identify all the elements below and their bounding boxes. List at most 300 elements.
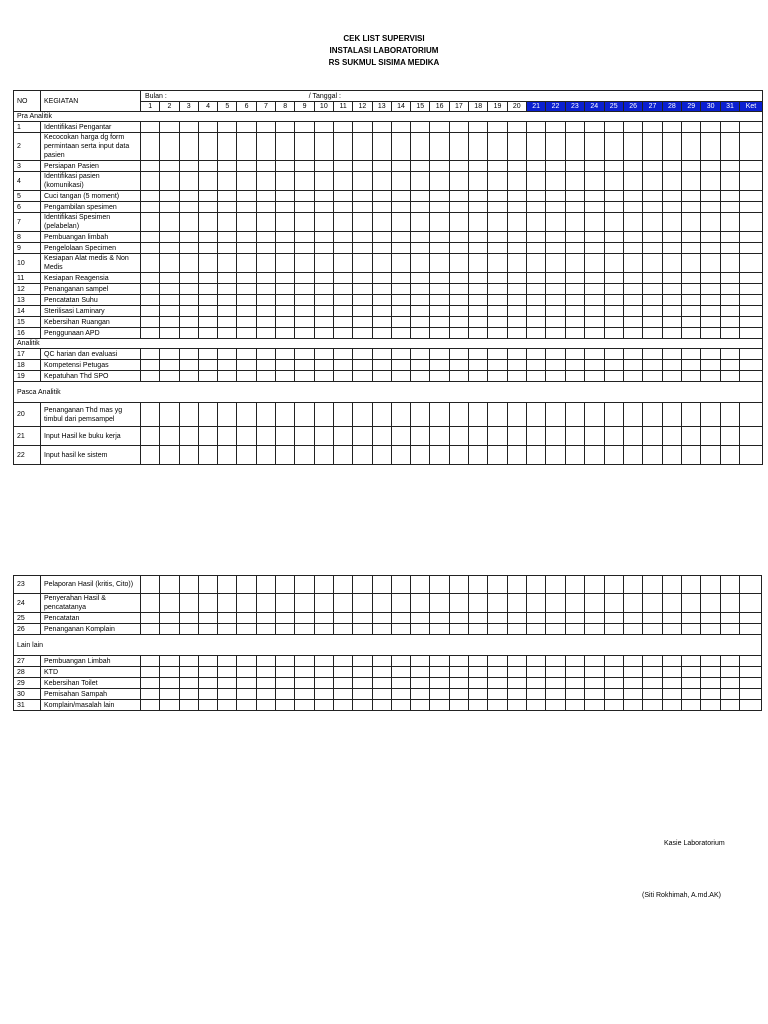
ket-cell[interactable]	[740, 122, 762, 133]
day-check-cell[interactable]	[488, 202, 507, 213]
day-check-cell[interactable]	[643, 202, 662, 213]
ket-cell[interactable]	[740, 349, 762, 360]
day-check-cell[interactable]	[720, 306, 739, 317]
day-check-cell[interactable]	[546, 427, 565, 446]
day-check-cell[interactable]	[391, 213, 410, 232]
day-check-cell[interactable]	[720, 427, 739, 446]
day-check-cell[interactable]	[141, 213, 160, 232]
day-check-cell[interactable]	[682, 243, 701, 254]
day-check-cell[interactable]	[218, 446, 237, 465]
day-check-cell[interactable]	[720, 191, 739, 202]
day-check-cell[interactable]	[353, 403, 372, 427]
day-check-cell[interactable]	[179, 427, 198, 446]
day-check-cell[interactable]	[198, 349, 217, 360]
day-check-cell[interactable]	[469, 328, 488, 339]
day-check-cell[interactable]	[179, 667, 198, 678]
day-check-cell[interactable]	[391, 273, 410, 284]
day-check-cell[interactable]	[430, 624, 449, 635]
day-check-cell[interactable]	[198, 594, 217, 613]
day-check-cell[interactable]	[585, 232, 604, 243]
day-check-cell[interactable]	[585, 284, 604, 295]
day-check-cell[interactable]	[604, 360, 623, 371]
day-check-cell[interactable]	[160, 371, 179, 382]
day-check-cell[interactable]	[604, 678, 623, 689]
day-check-cell[interactable]	[469, 576, 488, 594]
day-check-cell[interactable]	[391, 317, 410, 328]
day-check-cell[interactable]	[682, 594, 701, 613]
day-check-cell[interactable]	[237, 254, 256, 273]
day-check-cell[interactable]	[218, 624, 237, 635]
day-check-cell[interactable]	[160, 306, 179, 317]
ket-cell[interactable]	[740, 667, 762, 678]
day-check-cell[interactable]	[411, 295, 430, 306]
day-check-cell[interactable]	[237, 328, 256, 339]
day-check-cell[interactable]	[701, 594, 720, 613]
day-check-cell[interactable]	[546, 232, 565, 243]
day-check-cell[interactable]	[488, 232, 507, 243]
day-check-cell[interactable]	[643, 360, 662, 371]
day-check-cell[interactable]	[333, 689, 352, 700]
day-check-cell[interactable]	[198, 427, 217, 446]
day-check-cell[interactable]	[507, 122, 526, 133]
ket-cell[interactable]	[740, 161, 762, 172]
day-check-cell[interactable]	[372, 689, 391, 700]
day-check-cell[interactable]	[295, 202, 314, 213]
day-check-cell[interactable]	[682, 328, 701, 339]
day-check-cell[interactable]	[604, 254, 623, 273]
day-check-cell[interactable]	[411, 689, 430, 700]
day-check-cell[interactable]	[333, 371, 352, 382]
day-check-cell[interactable]	[662, 133, 681, 161]
day-check-cell[interactable]	[353, 349, 372, 360]
day-check-cell[interactable]	[623, 191, 642, 202]
day-check-cell[interactable]	[353, 613, 372, 624]
day-check-cell[interactable]	[565, 427, 584, 446]
day-check-cell[interactable]	[546, 594, 565, 613]
day-check-cell[interactable]	[526, 689, 545, 700]
day-check-cell[interactable]	[604, 576, 623, 594]
day-check-cell[interactable]	[662, 427, 681, 446]
day-check-cell[interactable]	[565, 656, 584, 667]
day-check-cell[interactable]	[449, 371, 468, 382]
day-check-cell[interactable]	[391, 700, 410, 711]
day-check-cell[interactable]	[682, 427, 701, 446]
day-check-cell[interactable]	[372, 306, 391, 317]
day-check-cell[interactable]	[662, 349, 681, 360]
ket-cell[interactable]	[740, 232, 762, 243]
day-check-cell[interactable]	[449, 284, 468, 295]
day-check-cell[interactable]	[526, 427, 545, 446]
day-check-cell[interactable]	[353, 122, 372, 133]
day-check-cell[interactable]	[237, 689, 256, 700]
day-check-cell[interactable]	[507, 161, 526, 172]
day-check-cell[interactable]	[507, 624, 526, 635]
day-check-cell[interactable]	[372, 273, 391, 284]
day-check-cell[interactable]	[276, 360, 295, 371]
day-check-cell[interactable]	[256, 427, 275, 446]
day-check-cell[interactable]	[643, 133, 662, 161]
day-check-cell[interactable]	[333, 576, 352, 594]
day-check-cell[interactable]	[141, 254, 160, 273]
day-check-cell[interactable]	[643, 122, 662, 133]
day-check-cell[interactable]	[179, 403, 198, 427]
day-check-cell[interactable]	[720, 172, 739, 191]
day-check-cell[interactable]	[662, 122, 681, 133]
day-check-cell[interactable]	[198, 624, 217, 635]
day-check-cell[interactable]	[198, 678, 217, 689]
day-check-cell[interactable]	[218, 328, 237, 339]
day-check-cell[interactable]	[662, 232, 681, 243]
day-check-cell[interactable]	[179, 678, 198, 689]
day-check-cell[interactable]	[160, 613, 179, 624]
day-check-cell[interactable]	[411, 656, 430, 667]
day-check-cell[interactable]	[662, 656, 681, 667]
day-check-cell[interactable]	[720, 700, 739, 711]
day-check-cell[interactable]	[372, 613, 391, 624]
day-check-cell[interactable]	[353, 576, 372, 594]
day-check-cell[interactable]	[701, 624, 720, 635]
day-check-cell[interactable]	[411, 700, 430, 711]
day-check-cell[interactable]	[604, 273, 623, 284]
day-check-cell[interactable]	[507, 191, 526, 202]
day-check-cell[interactable]	[546, 306, 565, 317]
day-check-cell[interactable]	[333, 446, 352, 465]
day-check-cell[interactable]	[353, 317, 372, 328]
day-check-cell[interactable]	[160, 122, 179, 133]
day-check-cell[interactable]	[179, 576, 198, 594]
day-check-cell[interactable]	[604, 122, 623, 133]
day-check-cell[interactable]	[237, 213, 256, 232]
day-check-cell[interactable]	[565, 700, 584, 711]
day-check-cell[interactable]	[160, 360, 179, 371]
day-check-cell[interactable]	[604, 667, 623, 678]
day-check-cell[interactable]	[623, 161, 642, 172]
day-check-cell[interactable]	[256, 133, 275, 161]
day-check-cell[interactable]	[682, 284, 701, 295]
day-check-cell[interactable]	[391, 656, 410, 667]
day-check-cell[interactable]	[411, 161, 430, 172]
day-check-cell[interactable]	[488, 284, 507, 295]
day-check-cell[interactable]	[720, 678, 739, 689]
day-check-cell[interactable]	[604, 232, 623, 243]
day-check-cell[interactable]	[643, 613, 662, 624]
day-check-cell[interactable]	[526, 161, 545, 172]
ket-cell[interactable]	[740, 656, 762, 667]
day-check-cell[interactable]	[179, 161, 198, 172]
day-check-cell[interactable]	[391, 349, 410, 360]
ket-cell[interactable]	[740, 273, 762, 284]
day-check-cell[interactable]	[682, 172, 701, 191]
day-check-cell[interactable]	[643, 678, 662, 689]
day-check-cell[interactable]	[141, 284, 160, 295]
day-check-cell[interactable]	[179, 172, 198, 191]
day-check-cell[interactable]	[333, 306, 352, 317]
day-check-cell[interactable]	[623, 133, 642, 161]
day-check-cell[interactable]	[276, 371, 295, 382]
day-check-cell[interactable]	[662, 700, 681, 711]
day-check-cell[interactable]	[237, 232, 256, 243]
day-check-cell[interactable]	[604, 328, 623, 339]
day-check-cell[interactable]	[276, 243, 295, 254]
day-check-cell[interactable]	[565, 295, 584, 306]
day-check-cell[interactable]	[411, 678, 430, 689]
day-check-cell[interactable]	[507, 656, 526, 667]
day-check-cell[interactable]	[469, 594, 488, 613]
day-check-cell[interactable]	[662, 624, 681, 635]
day-check-cell[interactable]	[198, 689, 217, 700]
day-check-cell[interactable]	[276, 349, 295, 360]
day-check-cell[interactable]	[623, 678, 642, 689]
day-check-cell[interactable]	[353, 689, 372, 700]
day-check-cell[interactable]	[141, 446, 160, 465]
day-check-cell[interactable]	[160, 667, 179, 678]
day-check-cell[interactable]	[585, 403, 604, 427]
day-check-cell[interactable]	[179, 624, 198, 635]
day-check-cell[interactable]	[488, 161, 507, 172]
day-check-cell[interactable]	[276, 576, 295, 594]
day-check-cell[interactable]	[546, 349, 565, 360]
day-check-cell[interactable]	[701, 306, 720, 317]
day-check-cell[interactable]	[276, 689, 295, 700]
day-check-cell[interactable]	[141, 594, 160, 613]
day-check-cell[interactable]	[488, 191, 507, 202]
day-check-cell[interactable]	[256, 594, 275, 613]
day-check-cell[interactable]	[237, 613, 256, 624]
day-check-cell[interactable]	[353, 427, 372, 446]
day-check-cell[interactable]	[604, 317, 623, 328]
day-check-cell[interactable]	[662, 678, 681, 689]
day-check-cell[interactable]	[314, 202, 333, 213]
day-check-cell[interactable]	[604, 161, 623, 172]
day-check-cell[interactable]	[237, 306, 256, 317]
day-check-cell[interactable]	[333, 213, 352, 232]
day-check-cell[interactable]	[411, 232, 430, 243]
day-check-cell[interactable]	[237, 317, 256, 328]
day-check-cell[interactable]	[276, 213, 295, 232]
day-check-cell[interactable]	[160, 700, 179, 711]
day-check-cell[interactable]	[469, 613, 488, 624]
day-check-cell[interactable]	[430, 172, 449, 191]
day-check-cell[interactable]	[585, 349, 604, 360]
day-check-cell[interactable]	[391, 689, 410, 700]
day-check-cell[interactable]	[430, 349, 449, 360]
day-check-cell[interactable]	[391, 191, 410, 202]
day-check-cell[interactable]	[198, 295, 217, 306]
day-check-cell[interactable]	[160, 403, 179, 427]
day-check-cell[interactable]	[623, 360, 642, 371]
day-check-cell[interactable]	[701, 191, 720, 202]
day-check-cell[interactable]	[333, 427, 352, 446]
day-check-cell[interactable]	[141, 576, 160, 594]
day-check-cell[interactable]	[411, 191, 430, 202]
day-check-cell[interactable]	[411, 349, 430, 360]
day-check-cell[interactable]	[623, 594, 642, 613]
day-check-cell[interactable]	[526, 594, 545, 613]
day-check-cell[interactable]	[546, 191, 565, 202]
ket-cell[interactable]	[740, 700, 762, 711]
day-check-cell[interactable]	[314, 678, 333, 689]
day-check-cell[interactable]	[643, 284, 662, 295]
day-check-cell[interactable]	[643, 306, 662, 317]
day-check-cell[interactable]	[237, 576, 256, 594]
day-check-cell[interactable]	[391, 360, 410, 371]
day-check-cell[interactable]	[546, 202, 565, 213]
day-check-cell[interactable]	[604, 295, 623, 306]
day-check-cell[interactable]	[682, 202, 701, 213]
day-check-cell[interactable]	[256, 678, 275, 689]
day-check-cell[interactable]	[662, 594, 681, 613]
day-check-cell[interactable]	[372, 403, 391, 427]
day-check-cell[interactable]	[276, 284, 295, 295]
day-check-cell[interactable]	[430, 403, 449, 427]
day-check-cell[interactable]	[546, 446, 565, 465]
day-check-cell[interactable]	[372, 371, 391, 382]
day-check-cell[interactable]	[160, 284, 179, 295]
day-check-cell[interactable]	[411, 427, 430, 446]
day-check-cell[interactable]	[198, 273, 217, 284]
day-check-cell[interactable]	[141, 232, 160, 243]
day-check-cell[interactable]	[662, 243, 681, 254]
day-check-cell[interactable]	[314, 689, 333, 700]
day-check-cell[interactable]	[295, 427, 314, 446]
day-check-cell[interactable]	[179, 689, 198, 700]
day-check-cell[interactable]	[314, 295, 333, 306]
day-check-cell[interactable]	[469, 243, 488, 254]
day-check-cell[interactable]	[488, 594, 507, 613]
day-check-cell[interactable]	[256, 371, 275, 382]
day-check-cell[interactable]	[179, 446, 198, 465]
day-check-cell[interactable]	[701, 349, 720, 360]
day-check-cell[interactable]	[411, 360, 430, 371]
day-check-cell[interactable]	[585, 243, 604, 254]
day-check-cell[interactable]	[526, 446, 545, 465]
day-check-cell[interactable]	[314, 284, 333, 295]
day-check-cell[interactable]	[430, 202, 449, 213]
day-check-cell[interactable]	[295, 594, 314, 613]
day-check-cell[interactable]	[469, 349, 488, 360]
day-check-cell[interactable]	[585, 667, 604, 678]
day-check-cell[interactable]	[391, 202, 410, 213]
day-check-cell[interactable]	[179, 202, 198, 213]
day-check-cell[interactable]	[430, 446, 449, 465]
day-check-cell[interactable]	[276, 273, 295, 284]
day-check-cell[interactable]	[218, 427, 237, 446]
day-check-cell[interactable]	[198, 403, 217, 427]
day-check-cell[interactable]	[526, 243, 545, 254]
day-check-cell[interactable]	[237, 161, 256, 172]
day-check-cell[interactable]	[623, 306, 642, 317]
day-check-cell[interactable]	[218, 122, 237, 133]
day-check-cell[interactable]	[256, 317, 275, 328]
day-check-cell[interactable]	[333, 624, 352, 635]
day-check-cell[interactable]	[585, 306, 604, 317]
day-check-cell[interactable]	[720, 349, 739, 360]
day-check-cell[interactable]	[701, 273, 720, 284]
ket-cell[interactable]	[740, 360, 762, 371]
day-check-cell[interactable]	[237, 172, 256, 191]
day-check-cell[interactable]	[160, 317, 179, 328]
day-check-cell[interactable]	[430, 273, 449, 284]
day-check-cell[interactable]	[276, 446, 295, 465]
day-check-cell[interactable]	[604, 656, 623, 667]
day-check-cell[interactable]	[411, 403, 430, 427]
day-check-cell[interactable]	[585, 678, 604, 689]
day-check-cell[interactable]	[141, 427, 160, 446]
day-check-cell[interactable]	[160, 624, 179, 635]
day-check-cell[interactable]	[488, 133, 507, 161]
day-check-cell[interactable]	[276, 133, 295, 161]
day-check-cell[interactable]	[585, 122, 604, 133]
day-check-cell[interactable]	[449, 689, 468, 700]
day-check-cell[interactable]	[682, 273, 701, 284]
day-check-cell[interactable]	[604, 284, 623, 295]
day-check-cell[interactable]	[411, 328, 430, 339]
day-check-cell[interactable]	[314, 122, 333, 133]
day-check-cell[interactable]	[701, 202, 720, 213]
day-check-cell[interactable]	[179, 317, 198, 328]
day-check-cell[interactable]	[218, 667, 237, 678]
day-check-cell[interactable]	[682, 349, 701, 360]
day-check-cell[interactable]	[701, 232, 720, 243]
day-check-cell[interactable]	[333, 360, 352, 371]
ket-cell[interactable]	[740, 403, 762, 427]
day-check-cell[interactable]	[662, 273, 681, 284]
day-check-cell[interactable]	[488, 213, 507, 232]
day-check-cell[interactable]	[449, 243, 468, 254]
day-check-cell[interactable]	[449, 306, 468, 317]
day-check-cell[interactable]	[682, 371, 701, 382]
day-check-cell[interactable]	[314, 613, 333, 624]
day-check-cell[interactable]	[160, 243, 179, 254]
day-check-cell[interactable]	[643, 576, 662, 594]
day-check-cell[interactable]	[276, 594, 295, 613]
day-check-cell[interactable]	[526, 133, 545, 161]
day-check-cell[interactable]	[662, 213, 681, 232]
day-check-cell[interactable]	[469, 232, 488, 243]
day-check-cell[interactable]	[526, 284, 545, 295]
day-check-cell[interactable]	[141, 360, 160, 371]
day-check-cell[interactable]	[604, 624, 623, 635]
day-check-cell[interactable]	[314, 306, 333, 317]
day-check-cell[interactable]	[720, 284, 739, 295]
day-check-cell[interactable]	[682, 678, 701, 689]
day-check-cell[interactable]	[488, 360, 507, 371]
day-check-cell[interactable]	[237, 243, 256, 254]
day-check-cell[interactable]	[430, 213, 449, 232]
day-check-cell[interactable]	[507, 202, 526, 213]
day-check-cell[interactable]	[372, 243, 391, 254]
day-check-cell[interactable]	[449, 678, 468, 689]
day-check-cell[interactable]	[507, 678, 526, 689]
day-check-cell[interactable]	[604, 427, 623, 446]
day-check-cell[interactable]	[218, 243, 237, 254]
day-check-cell[interactable]	[526, 360, 545, 371]
day-check-cell[interactable]	[237, 133, 256, 161]
day-check-cell[interactable]	[411, 284, 430, 295]
day-check-cell[interactable]	[372, 191, 391, 202]
day-check-cell[interactable]	[160, 191, 179, 202]
day-check-cell[interactable]	[295, 273, 314, 284]
day-check-cell[interactable]	[295, 656, 314, 667]
day-check-cell[interactable]	[237, 349, 256, 360]
day-check-cell[interactable]	[701, 295, 720, 306]
day-check-cell[interactable]	[682, 161, 701, 172]
day-check-cell[interactable]	[585, 624, 604, 635]
day-check-cell[interactable]	[546, 328, 565, 339]
day-check-cell[interactable]	[141, 161, 160, 172]
day-check-cell[interactable]	[372, 295, 391, 306]
day-check-cell[interactable]	[295, 213, 314, 232]
